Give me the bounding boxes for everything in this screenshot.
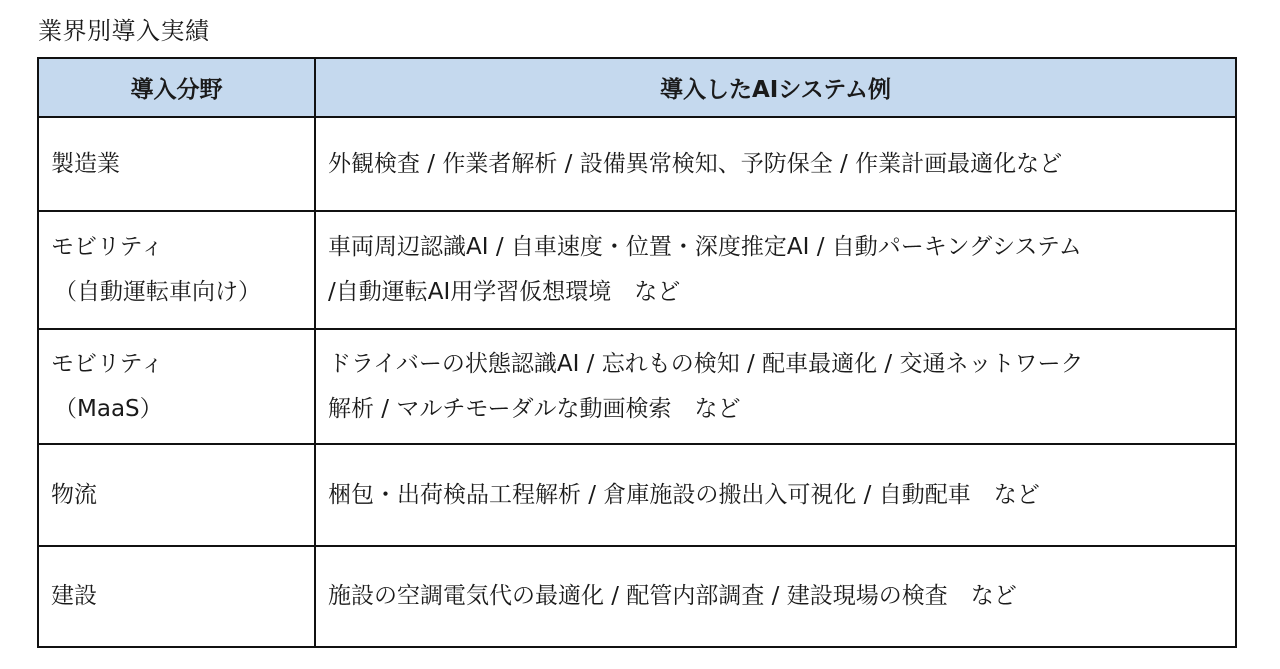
table-row — [38, 211, 1236, 329]
field-text: モビリティ — [51, 234, 164, 260]
table-row — [38, 546, 1236, 647]
table-row — [38, 444, 1236, 546]
examples-text: ドライバーの状態認識AI / 忘れもの検知 / 配車最適化 / 交通ネットワーク — [328, 350, 1084, 377]
header-field: 導入分野 — [38, 58, 315, 117]
examples-text: 車両周辺認識AI / 自車速度・位置・深度推定AI / 自動パーキングシステム — [328, 234, 1082, 260]
header-examples: 導入したAIシステム例 — [315, 58, 1236, 117]
examples-cell — [315, 546, 1236, 647]
examples-text: 解析 / マルチモーダルな動画検索 など — [328, 395, 741, 422]
examples-cell — [315, 444, 1236, 546]
examples-cell — [315, 329, 1236, 444]
field-cell — [38, 329, 315, 444]
examples-text: /自動運転AI用学習仮想環境 など — [328, 279, 681, 305]
field-cell — [38, 444, 315, 546]
table-row — [38, 329, 1236, 444]
table-header-row — [38, 58, 1236, 117]
page-title: 業界別導入実績 — [38, 17, 210, 45]
field-text: モビリティ — [51, 350, 164, 377]
examples-cell — [315, 211, 1236, 329]
field-cell — [38, 117, 315, 211]
table-row — [38, 117, 1236, 211]
examples-text: 施設の空調電気代の最適化 / 配管内部調査 / 建設現場の検査 など — [328, 583, 1017, 609]
field-cell — [38, 211, 315, 329]
field-cell — [38, 546, 315, 647]
industry-results-table — [37, 57, 1237, 648]
examples-text: 外観検査 / 作業者解析 / 設備異常検知、予防保全 / 作業計画最適化など — [328, 150, 1063, 177]
examples-cell — [315, 117, 1236, 211]
examples-text: 梱包・出荷検品工程解析 / 倉庫施設の搬出入可視化 / 自動配車 など — [328, 481, 1040, 508]
field-subtext: （MaaS） — [54, 395, 163, 422]
field-text: 建設 — [51, 583, 97, 609]
field-text: 物流 — [51, 481, 97, 508]
field-text: 製造業 — [51, 150, 120, 177]
field-subtext: （自動運転車向け） — [54, 279, 261, 305]
